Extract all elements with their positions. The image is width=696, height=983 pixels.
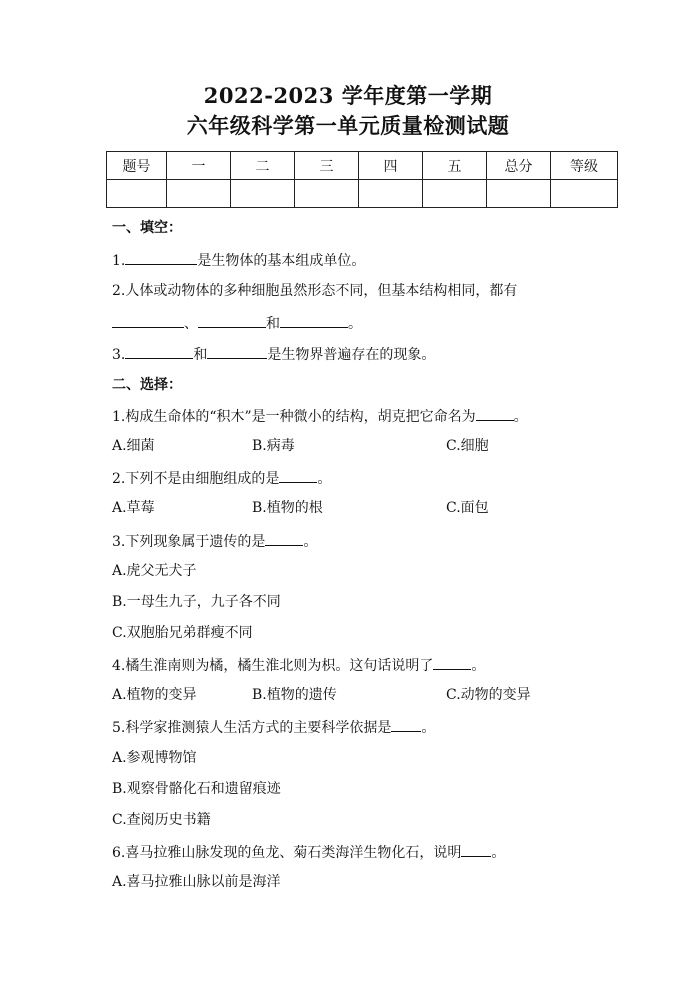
option-b[interactable]: B.植物的遗传: [252, 687, 337, 703]
header-cell-4: 四: [359, 152, 423, 180]
option-a[interactable]: A.植物的变异: [112, 687, 197, 703]
answer-blank[interactable]: [461, 842, 491, 857]
answer-blank[interactable]: [433, 655, 471, 670]
header-cell-5: 五: [423, 152, 487, 180]
option-a[interactable]: A.草莓: [112, 500, 155, 516]
question-text: 4.橘生淮南则为橘，橘生淮北则为枳。这句话说明了: [112, 658, 434, 674]
question-text: 是生物界普遍存在的现象。: [267, 347, 436, 363]
answer-blank[interactable]: [198, 313, 266, 328]
end-punctuation: 。: [317, 471, 332, 487]
score-cell[interactable]: [107, 180, 167, 208]
score-cell[interactable]: [423, 180, 487, 208]
fill-question-2: 2.人体或动物体的多种细胞虽然形态不同，但基本结构相同，都有: [112, 283, 518, 299]
option-a[interactable]: A.参观博物馆: [112, 750, 197, 766]
question-number: 1.: [112, 253, 126, 269]
question-number: 3.: [112, 347, 126, 363]
header-cell-grade: 等级: [551, 152, 618, 180]
option-b[interactable]: B.病毒: [252, 438, 295, 454]
option-a[interactable]: A.细菌: [112, 438, 155, 454]
option-c[interactable]: C.动物的变异: [446, 687, 531, 703]
title-line-1: 2022-2023 学年度第一学期: [203, 83, 493, 108]
answer-blank[interactable]: [207, 344, 267, 359]
choice-question-5: [112, 717, 435, 737]
separator-text: 、: [184, 316, 198, 332]
score-cell[interactable]: [551, 180, 618, 208]
score-cell[interactable]: [359, 180, 423, 208]
score-table-value-row: [107, 180, 618, 208]
separator-text: 和: [266, 316, 280, 332]
header-cell-1: 一: [167, 152, 231, 180]
end-punctuation: 。: [348, 316, 362, 332]
end-punctuation: 。: [421, 720, 436, 736]
score-table: [106, 151, 618, 208]
option-c[interactable]: C.面包: [446, 500, 489, 516]
answer-blank[interactable]: [125, 250, 197, 265]
option-c[interactable]: C.细胞: [446, 438, 489, 454]
option-b[interactable]: B.植物的根: [252, 500, 323, 516]
answer-blank[interactable]: [125, 344, 193, 359]
fill-question-3: [112, 344, 435, 364]
choice-question-1: [112, 406, 528, 426]
choice-question-3: [112, 531, 317, 551]
section-1-title: 一、填空：: [112, 220, 182, 236]
score-cell[interactable]: [167, 180, 231, 208]
end-punctuation: 。: [303, 534, 318, 550]
answer-blank[interactable]: [391, 717, 421, 732]
answer-blank[interactable]: [112, 313, 184, 328]
option-b[interactable]: B.观察骨骼化石和遗留痕迹: [112, 781, 281, 797]
end-punctuation: 。: [471, 658, 486, 674]
section-2-title: 二、选择：: [112, 377, 182, 393]
option-a[interactable]: A.虎父无犬子: [112, 563, 197, 579]
option-b[interactable]: B.一母生九子，九子各不同: [112, 594, 281, 610]
choice-question-4: [112, 655, 485, 675]
header-cell-question-number: 题号: [107, 152, 167, 180]
score-cell[interactable]: [295, 180, 359, 208]
answer-blank[interactable]: [476, 406, 514, 421]
separator-text: 和: [193, 347, 208, 363]
question-text: 6.喜马拉雅山脉发现的鱼龙、菊石类海洋生物化石，说明: [112, 845, 462, 861]
answer-blank[interactable]: [280, 313, 348, 328]
end-punctuation: 。: [491, 845, 506, 861]
header-cell-total: 总分: [487, 152, 551, 180]
question-text: 1.构成生命体的“积木”是一种微小的结构，胡克把它命名为: [112, 409, 476, 425]
question-text: 2.下列不是由细胞组成的是: [112, 471, 280, 487]
score-cell[interactable]: [231, 180, 295, 208]
title-line-2: 六年级科学第一单元质量检测试题: [186, 113, 510, 138]
header-cell-2: 二: [231, 152, 295, 180]
option-a[interactable]: A.喜马拉雅山脉以前是海洋: [112, 874, 281, 890]
option-c[interactable]: C.查阅历史书籍: [112, 812, 211, 828]
end-punctuation: 。: [513, 409, 528, 425]
option-c[interactable]: C.双胞胎兄弟群瘦不同: [112, 625, 253, 641]
question-text: 5.科学家推测猿人生活方式的主要科学依据是: [112, 720, 392, 736]
fill-question-1: [112, 250, 365, 270]
question-text: 是生物体的基本组成单位。: [197, 253, 366, 269]
answer-blank[interactable]: [279, 468, 317, 483]
answer-blank[interactable]: [265, 531, 303, 546]
score-cell[interactable]: [487, 180, 551, 208]
fill-question-2-blanks: [112, 313, 362, 333]
choice-question-6: [112, 842, 505, 862]
score-table-header-row: [107, 152, 618, 180]
question-text: 3.下列现象属于遗传的是: [112, 534, 266, 550]
header-cell-3: 三: [295, 152, 359, 180]
choice-question-2: [112, 468, 331, 488]
